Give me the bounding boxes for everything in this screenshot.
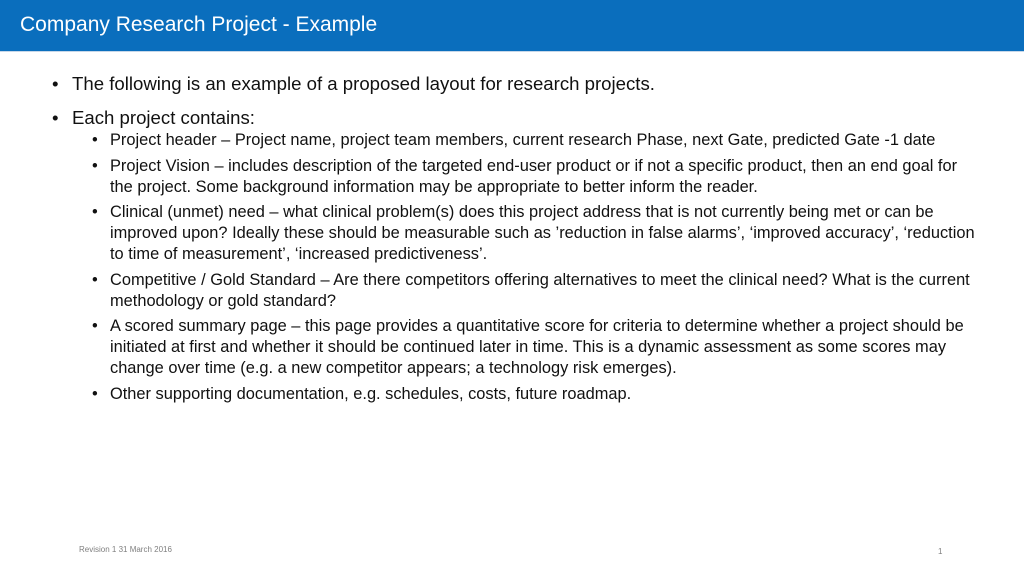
slide-title: Company Research Project - Example xyxy=(20,13,378,36)
footer-page-number: 1 xyxy=(938,547,943,556)
sub-bullet-list xyxy=(72,130,982,405)
bullet-dot-icon: • xyxy=(92,156,98,175)
sub-bullet-project-vision xyxy=(72,156,982,198)
bullet-dot-icon: • xyxy=(92,270,98,289)
sub-bullet-clinical-need xyxy=(72,202,982,265)
sub-bullet-text: Project Vision – includes description of the targeted end-user product or if not a specific product, then an end goal for the project. Some background information may be appropriate to better inform the reader. xyxy=(110,156,958,196)
sub-bullet-text: Competitive / Gold Standard – Are there competitors offering alternatives to meet the clinical need? What is the current methodology or gold standard? xyxy=(110,270,970,310)
footer-revision: Revision 1 31 March 2016 xyxy=(79,545,172,554)
sub-bullet-competitive xyxy=(72,270,982,312)
bullet-item-intro xyxy=(52,72,982,96)
slide-body xyxy=(52,72,982,415)
sub-bullet-supporting-docs xyxy=(72,384,982,405)
bullet-dot-icon: • xyxy=(92,203,98,222)
bullet-text: The following is an example of a proposed layout for research projects. xyxy=(72,73,655,94)
title-bar xyxy=(0,0,1024,52)
bullet-item-contents xyxy=(52,106,982,405)
bullet-dot-icon: • xyxy=(92,131,98,149)
bullet-dot-icon: • xyxy=(52,73,59,94)
bullet-dot-icon: • xyxy=(92,317,98,336)
sub-bullet-text: Clinical (unmet) need – what clinical problem(s) does this project address that is not currently being met or can be improved upon? Ideally these should be measurable such as ’reduction in false alarms’, ‘improved accuracy’, ‘reduction to time of measurement’, ‘increased predictiveness’. xyxy=(110,203,975,264)
bullet-text: Each project contains: xyxy=(72,107,255,128)
sub-bullet-text: A scored summary page – this page provides a quantitative score for criteria to determine whether a project should be initiated at first and whether it should be continued later in time. This is a dynamic assessment as some scores may change over time (e.g. a new competitor appears; a technology risk emerges). xyxy=(110,317,964,378)
sub-bullet-text: Other supporting documentation, e.g. schedules, costs, future roadmap. xyxy=(110,384,632,403)
sub-bullet-scored-summary xyxy=(72,316,982,379)
bullet-list xyxy=(52,72,982,405)
bullet-dot-icon: • xyxy=(92,384,98,403)
sub-bullet-project-header xyxy=(72,130,982,151)
sub-bullet-text: Project header – Project name, project team members, current research Phase, next Gate, predicted Gate -1 date xyxy=(110,131,936,149)
bullet-dot-icon: • xyxy=(52,107,59,128)
